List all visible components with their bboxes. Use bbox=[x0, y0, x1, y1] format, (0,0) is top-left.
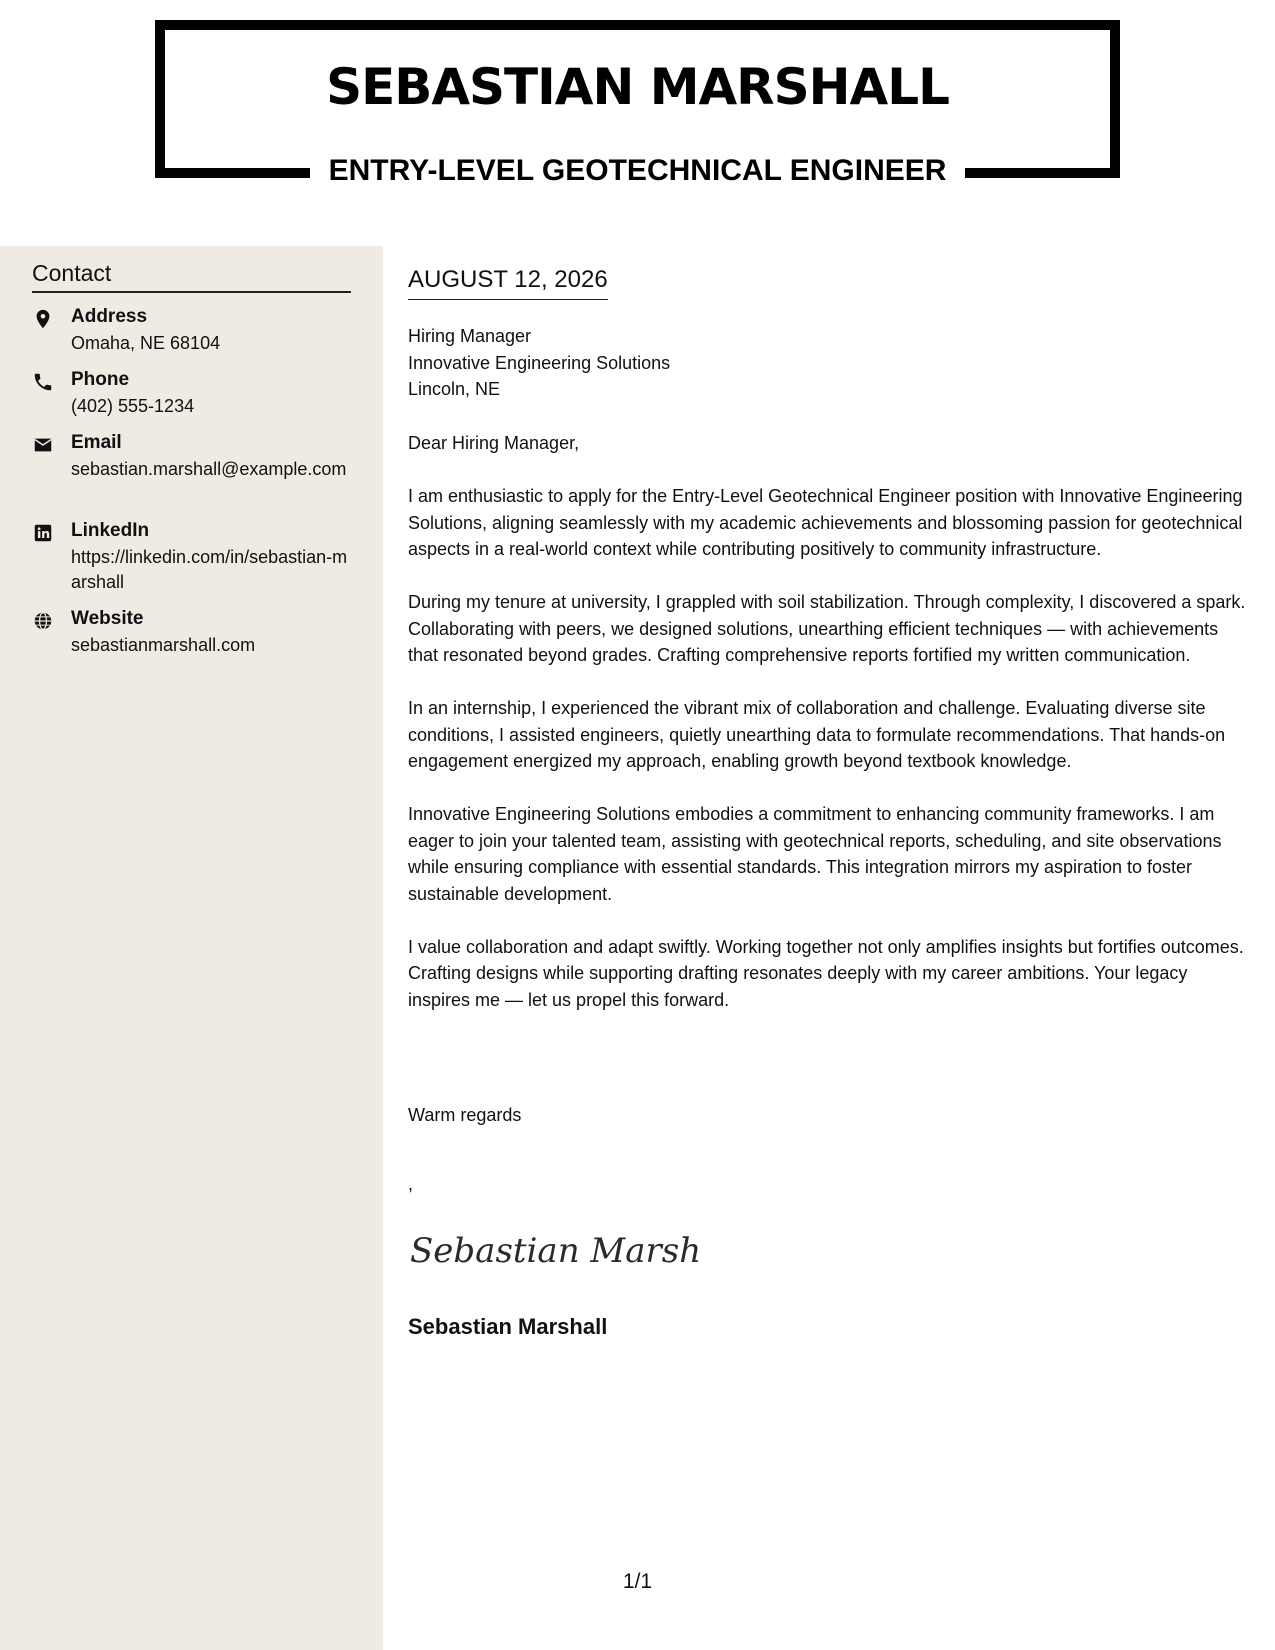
paragraph: I am enthusiastic to apply for the Entry-Level Geotechnical Engineer position with Innovative Engineering Solutions, aligning seamlessly with my academic achievements and blossoming passion for geotechnical aspects in a real-world context while contributing positively to community infrastructure. bbox=[408, 486, 1243, 559]
paragraph: In an internship, I experienced the vibrant mix of collaboration and challenge. Evaluating diverse site conditions, I assisted engineers, quietly unearthing data to formulate recommendations. That hands-on engagement energized my approach, enabling growth beyond textbook knowledge. bbox=[408, 698, 1226, 771]
recipient-company: Innovative Engineering Solutions bbox=[408, 352, 671, 373]
phone-icon bbox=[32, 371, 54, 393]
contact-label: Phone bbox=[71, 369, 130, 390]
envelope-icon bbox=[32, 434, 54, 456]
paragraph: I value collaboration and adapt swiftly. Working together not only amplifies insights but fortifies outcomes. Crafting designs while supporting drafting resonates deeply with my career ambitions. Your legacy inspires me — let us propel this forward. bbox=[408, 936, 1244, 1010]
recipient-location: Lincoln, NE bbox=[408, 379, 501, 399]
contact-value: https://linkedin.com/in/sebastian-marshall bbox=[71, 547, 348, 592]
closing: Warm regards bbox=[408, 1105, 522, 1125]
contact-value: sebastianmarshall.com bbox=[71, 635, 256, 655]
signature-text: Sebastian Marsh bbox=[410, 1231, 702, 1271]
contact-label: Website bbox=[71, 608, 144, 629]
signer-name: Sebastian Marshall bbox=[408, 1314, 608, 1339]
paragraph: During my tenure at university, I grappled with soil stabilization. Through complexity, I discovered a spark. Collaborating with peers, we designed solutions, unearthing efficient techniques — with achievements that resonated beyond grades. Crafting comprehensive reports fortified my written communication. bbox=[408, 592, 1246, 665]
contact-label: LinkedIn bbox=[71, 520, 150, 541]
letter-date: AUGUST 12, 2026 bbox=[408, 266, 608, 300]
letter-paragraphs bbox=[408, 483, 1248, 1040]
page-number: 1/1 bbox=[622, 1570, 653, 1593]
recipient-block bbox=[408, 323, 670, 403]
recipient-title: Hiring Manager bbox=[408, 326, 532, 346]
map-pin-icon bbox=[32, 308, 54, 330]
job-title: ENTRY-LEVEL GEOTECHNICAL ENGINEER bbox=[328, 154, 947, 187]
globe-icon bbox=[32, 610, 54, 632]
contact-value: (402) 555-1234 bbox=[71, 396, 195, 416]
candidate-name: SEBASTIAN MARSHALL bbox=[326, 58, 949, 116]
contact-label: Address bbox=[71, 306, 148, 327]
closing-comma: , bbox=[408, 1174, 414, 1194]
linkedin-icon bbox=[32, 522, 54, 544]
contact-value: Omaha, NE 68104 bbox=[71, 333, 221, 353]
signature-image bbox=[408, 1220, 702, 1280]
paragraph: Innovative Engineering Solutions embodies a commitment to enhancing community frameworks. I am eager to join your talented team, assisting with geotechnical reports, scheduling, and site observations while ensuring compliance with essential standards. This integration mirrors my aspiration to foster sustainable development. bbox=[408, 804, 1222, 904]
contact-heading: Contact bbox=[32, 260, 351, 293]
contact-label: Email bbox=[71, 432, 122, 453]
contact-sidebar bbox=[0, 246, 383, 1650]
salutation: Dear Hiring Manager, bbox=[408, 433, 580, 453]
contact-value: sebastian.marshall@example.com bbox=[71, 459, 347, 479]
